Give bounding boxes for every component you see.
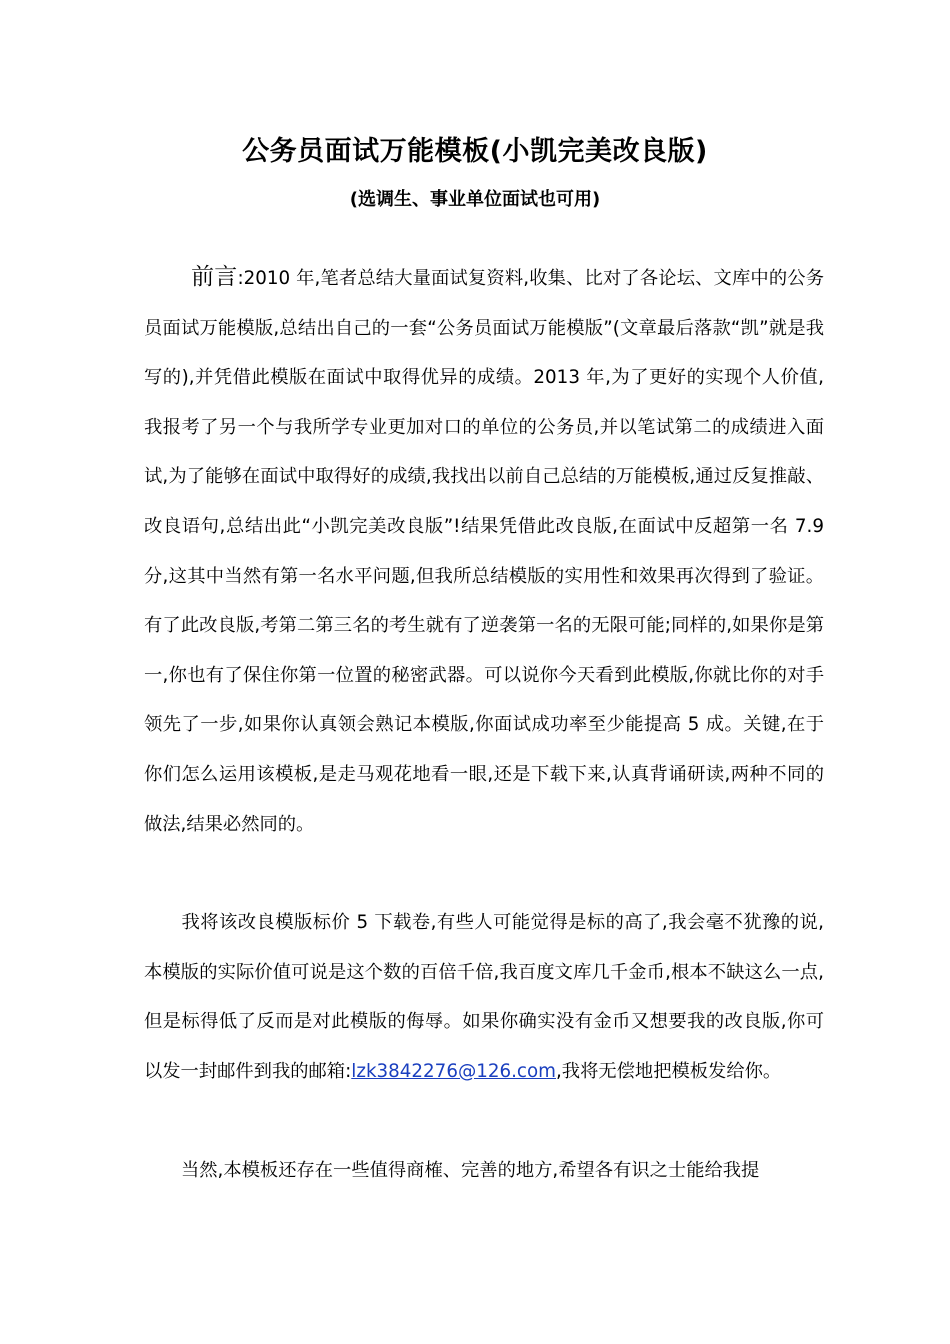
pricing-paragraph — [144, 898, 824, 1096]
preface-paragraph — [144, 253, 824, 849]
preface-label: 前言 — [191, 264, 238, 290]
email-link[interactable]: lzk3842276@126.com — [351, 1060, 556, 1082]
preface-text: :2010 年,笔者总结大量面试复资料,收集、比对了各论坛、文库中的公务员面试万能模版,总结出自己的一套“公务员面试万能模版”(文章最后落款“凯”就是我写的),并凭借此模版在面试中取得优异的成绩。2013 年,为了更好的实现个人价值,我报考了另一个与我所学专业更加对口的单位的公务员,并以笔试第二的成绩进入面试,为了能够在面试中取得好的成绩,我找出以前自己总结的万能模板,通过反复推敲、改良语句,总结出此“小凯完美改良版”!结果凭借此改良版,在面试中反超第一名 7.9 分,这其中当然有第一名水平问题,但我所总结模版的实用性和效果再次得到了验证。有了此改良版,考第二第三名的考生就有了逆袭第一名的无限可能;同样的,如果你是第一,你也有了保住你第一位置的秘密武器。可以说你今天看到此模版,你就比你的对手领先了一步,如果你认真领会熟记本模版,你面试成功率至少能提高 5 成。关键,在于你们怎么运用该模板,是走马观花地看一眼,还是下载下来,认真背诵研读,两种不同的做法,结果必然同的。 — [144, 268, 825, 835]
document-subtitle: (选调生、事业单位面试也可用) — [349, 189, 601, 210]
closing-text: 当然,本模板还存在一些值得商榷、完善的地方,希望各有识之士能给我提 — [181, 1160, 760, 1181]
pricing-text: 我将该改良模版标价 5 下载卷,有些人可能觉得是标的高了,我会毫不犹豫的说,本模版的实际价值可说是这个数的百倍千倍,我百度文库几千金币,根本不缺这么一点,但是标得低了反而是对此模版的侮辱。如果你确实没有金币又想要我的改良版,你可以发一封邮件到我的邮箱: — [144, 912, 824, 1082]
closing-paragraph — [144, 1146, 824, 1196]
document-title: 公务员面试万能模板(小凯完美改良版) — [242, 136, 708, 167]
pricing-text-end: ,我将无偿地把模板发给你。 — [555, 1060, 782, 1082]
